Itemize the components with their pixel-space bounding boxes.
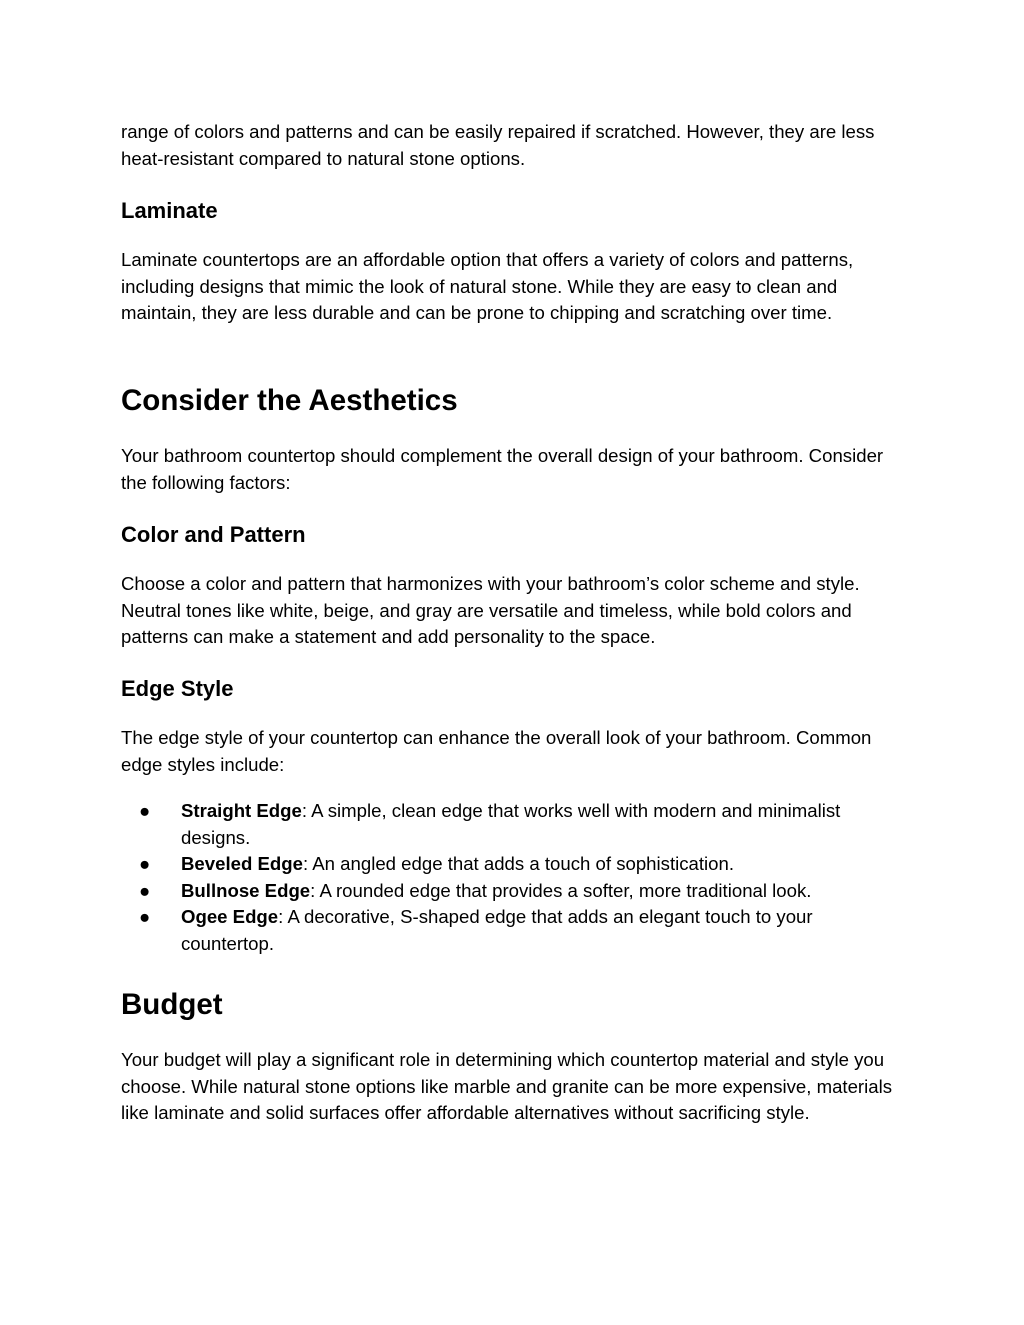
list-item-term: Straight Edge <box>181 800 302 821</box>
bullet-icon: ● <box>139 853 151 874</box>
bullet-icon: ● <box>139 879 151 901</box>
color-pattern-paragraph: Choose a color and pattern that harmonizes with your bathroom’s color scheme and style. Neutral tones like white, beige, and gray are versatile and timeless, while bold colors and patterns can make a statement and add personality to the space. <box>121 573 860 647</box>
edge-style-heading: Edge Style <box>121 676 234 701</box>
edge-style-paragraph: The edge style of your countertop can enhance the overall look of your bathroom. Common edge styles include: <box>121 727 872 775</box>
list-item <box>121 878 906 905</box>
list-item-term: Bullnose Edge <box>181 879 311 901</box>
list-item <box>121 798 906 851</box>
aesthetics-paragraph: Your bathroom countertop should complement the overall design of your bathroom. Consider the following factors: <box>121 445 884 493</box>
list-item-term: Beveled Edge <box>181 853 303 874</box>
bullet-icon: ● <box>139 800 151 821</box>
intro-paragraph: range of colors and patterns and can be easily repaired if scratched. However, they are less heat-resistant compared to natural stone options. <box>121 121 875 169</box>
list-item-desc: : A decorative, S-shaped edge that adds an elegant touch to your countertop. <box>181 906 813 954</box>
list-item-desc: : An angled edge that adds a touch of sophistication. <box>302 853 735 874</box>
list-item-desc: : A simple, clean edge that works well with modern and minimalist designs. <box>181 800 841 848</box>
bullet-icon: ● <box>139 906 151 927</box>
aesthetics-heading: Consider the Aesthetics <box>121 384 458 417</box>
laminate-heading: Laminate <box>121 198 218 223</box>
list-item <box>121 851 906 878</box>
laminate-paragraph: Laminate countertops are an affordable option that offers a variety of colors and patterns, including designs that mimic the look of natural stone. While they are easy to clean and maintain, they are less durable and can be prone to chipping and scratching over time. <box>121 249 854 323</box>
list-item-term: Ogee Edge <box>181 906 279 927</box>
edge-style-list <box>121 798 906 957</box>
budget-paragraph: Your budget will play a significant role in determining which countertop material and style you choose. While natural stone options like marble and granite can be more expensive, materials like laminate and solid surfaces offer affordable alternatives without sacrificing style. <box>121 1049 893 1123</box>
list-item-desc: : A rounded edge that provides a softer, more traditional look. <box>310 879 812 901</box>
budget-heading: Budget <box>121 988 223 1021</box>
list-item <box>121 904 906 957</box>
color-pattern-heading: Color and Pattern <box>121 522 306 547</box>
